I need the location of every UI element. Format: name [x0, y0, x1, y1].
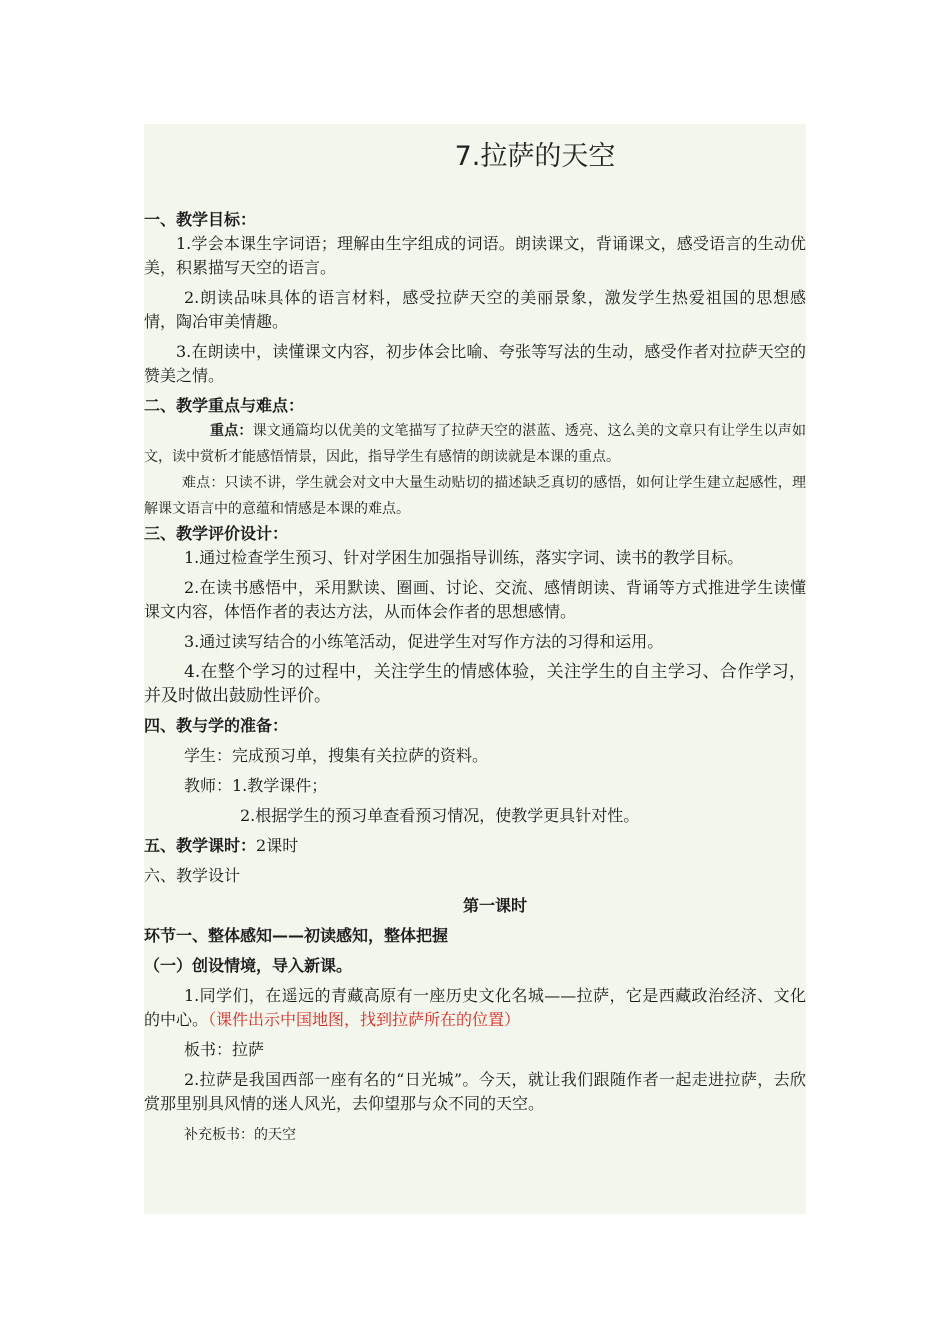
lesson-text-1: 1.同学们，在遥远的青藏高原有一座历史文化名城——拉萨，它是西藏政治经济、文化的中心。	[144, 986, 806, 1029]
prep-teacher-1: 教师：1.教学课件；	[184, 776, 328, 795]
document-title: 7.拉萨的天空	[454, 141, 616, 172]
prep-student: 学生：完成预习单，搜集有关拉萨的资料。	[184, 746, 489, 765]
lesson-title: 第一课时	[462, 896, 527, 915]
subsection-heading: （一）创设情境，导入新课。	[144, 956, 353, 975]
evaluation-item: 2.在读书感悟中，采用默读、圈画、讨论、交流、感情朗读、背诵等方式推进学生读懂课文内容，体悟作者的表达方法，从而体会作者的思想感情。	[144, 578, 806, 621]
courseware-note: （课件出示中国地图，找到拉萨所在的位置）	[208, 1010, 521, 1029]
focus-key-point	[144, 418, 806, 470]
evaluation-item: 4.在整个学习的过程中，关注学生的情感体验，关注学生的自主学习、合作学习，并及时做出鼓励性评价。	[144, 662, 806, 706]
evaluation-item: 3.通过读写结合的小练笔活动，促进学生对写作方法的习得和运用。	[184, 632, 664, 651]
evaluation-item: 1.通过检查学生预习、针对学困生加强指导训练，落实字词、读书的教学目标。	[184, 548, 744, 567]
objective-item: 3.在朗读中，读懂课文内容，初步体会比喻、夸张等写法的生动，感受作者对拉萨天空的赞美之情。	[144, 342, 806, 385]
section-heading-focus: 二、教学重点与难点：	[144, 396, 305, 415]
section-heading-preparation: 四、教与学的准备：	[144, 716, 289, 735]
key-text: 课文通篇均以优美的文笔描写了拉萨天空的湛蓝、透亮、这么美的文章只有让学生以声如文，读中赏析才能感悟情景，因此，指导学生有感情的朗读就是本课的重点。	[144, 423, 807, 465]
section-heading-evaluation: 三、教学评价设计：	[144, 524, 289, 543]
section-heading-design: 六、教学设计	[144, 866, 241, 885]
section-heading-objectives: 一、教学目标：	[144, 210, 257, 229]
lesson-paragraph-1	[144, 984, 806, 1032]
section-hours	[144, 834, 806, 858]
hours-value: 2课时	[256, 836, 299, 855]
stage-heading: 环节一、整体感知——初读感知，整体把握	[144, 926, 449, 945]
objective-item: 1.学会本课生字词语；理解由生字组成的词语。朗读课文，背诵课文，感受语言的生动优美，积累描写天空的语言。	[144, 234, 806, 277]
section-heading-hours: 五、教学课时：	[144, 836, 257, 855]
document-body	[144, 208, 806, 1148]
lesson-paragraph-2: 2.拉萨是我国西部一座有名的“日光城”。今天，就让我们跟随作者一起走进拉萨，去欣赏那里别具风情的迷人风光，去仰望那与众不同的天空。	[144, 1070, 806, 1113]
board-note: 板书：拉萨	[184, 1040, 265, 1059]
prep-teacher-2: 2.根据学生的预习单查看预习情况，使教学更具针对性。	[240, 806, 640, 825]
key-label: 重点：	[210, 423, 253, 439]
document-page	[144, 124, 806, 1214]
board-note-supplement: 补充板书：的天空	[184, 1127, 296, 1143]
focus-difficulty: 难点：只读不讲，学生就会对文中大量生动贴切的描述缺乏真切的感悟，如何让学生建立起感性，理解课文语言中的意蕴和情感是本课的难点。	[144, 475, 806, 517]
objective-item: 2.朗读品味具体的语言材料，感受拉萨天空的美丽景象，激发学生热爱祖国的思想感情，陶冶审美情趣。	[144, 288, 806, 331]
